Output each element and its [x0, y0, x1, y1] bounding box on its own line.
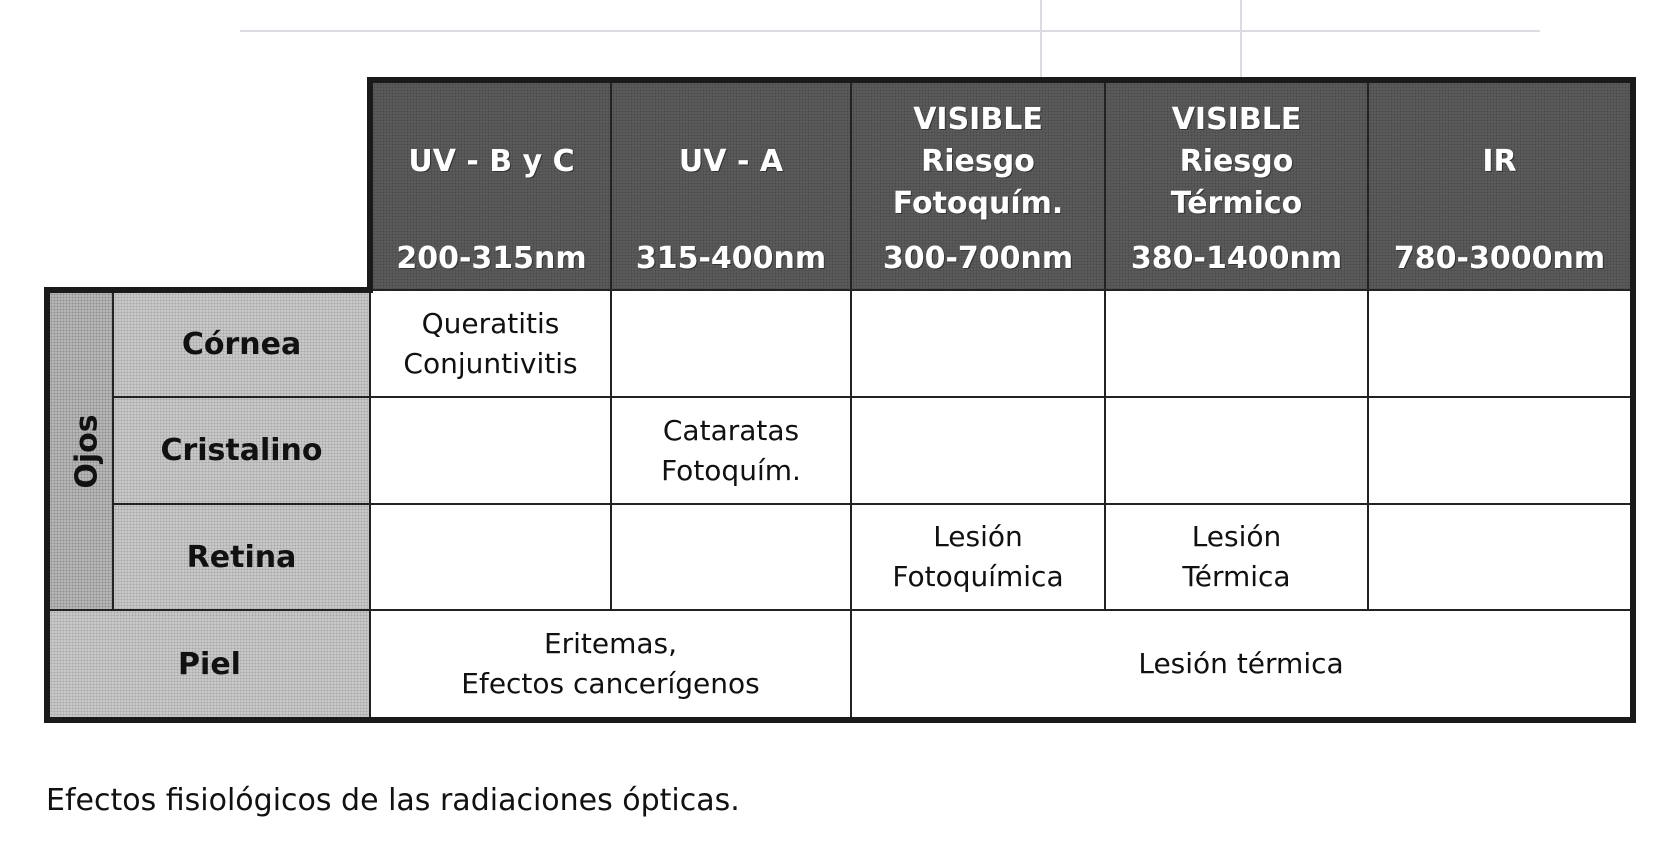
column-header-uv-a: UV - A 315-400nm: [611, 80, 851, 290]
cell-text-line: UV - A: [678, 144, 784, 179]
cell-text-line: Térmica: [1182, 560, 1291, 593]
cell-text-line: Cataratas: [662, 413, 800, 447]
table-cell: [851, 504, 1105, 610]
table-cell: [851, 290, 1105, 397]
column-header-visible-photochemical: VISIBLE Riesgo Fotoquím. 300-700nm: [851, 80, 1105, 290]
ghost-gridline: [240, 30, 1540, 32]
table-cell: [370, 504, 611, 610]
cell-text-line: Lesión: [1191, 520, 1282, 553]
piel-uv-effect: [370, 610, 851, 720]
table-cell: [611, 504, 851, 610]
cell-text-line: Riesgo: [921, 144, 1035, 179]
cell-text-line: Riesgo: [1179, 144, 1294, 179]
radiation-effects-table: [44, 77, 1636, 723]
group-label-eyes: Ojos: [47, 290, 113, 610]
cell-text-line: Térmico: [1170, 186, 1303, 221]
table-cell: [611, 397, 851, 504]
empty-corner: [47, 80, 370, 290]
column-header-visible-thermal: VISIBLE Riesgo Térmico 380-1400nm: [1105, 80, 1368, 290]
table-cell: [370, 397, 611, 504]
row-label-cornea: Córnea: [113, 290, 370, 397]
cell-text-line: Queratitis: [421, 306, 560, 340]
piel-visible-ir-effect: [851, 610, 1633, 720]
table-cell: [370, 290, 611, 397]
cell-text-line: Eritemas,: [543, 627, 678, 660]
table-cell: [1368, 504, 1633, 610]
table-cell: [1105, 397, 1368, 504]
figure-caption: Efectos fisiológicos de las radiaciones ópticas.: [46, 783, 740, 818]
row-label-piel: Piel: [47, 610, 370, 720]
cell-text-line: IR: [1482, 144, 1517, 179]
table-cell: [611, 290, 851, 397]
table-cell: [1368, 397, 1633, 504]
column-header-uv-bc: UV - B y C 200-315nm: [370, 80, 611, 290]
cell-text-line: Fotoquím.: [661, 453, 801, 487]
cell-text-line: Efectos cancerígenos: [461, 667, 760, 700]
cell-text-line: VISIBLE: [913, 102, 1043, 137]
cell-text-line: Lesión: [933, 520, 1023, 553]
table-cell: [1368, 290, 1633, 397]
table-cell: [851, 397, 1105, 504]
cell-text-line: Fotoquímica: [892, 560, 1064, 593]
cell-text-line: Lesión térmica: [1138, 647, 1344, 680]
row-label-retina: Retina: [113, 504, 370, 610]
cell-text-line: Fotoquím.: [892, 186, 1064, 221]
cell-text-line: UV - B y C: [408, 144, 575, 179]
cell-text-line: Conjuntivitis: [403, 346, 578, 380]
cell-text-line: VISIBLE: [1171, 102, 1302, 137]
table-cell: [1105, 290, 1368, 397]
row-label-cristalino: Cristalino: [113, 397, 370, 504]
table-cell: [1105, 504, 1368, 610]
column-header-ir: IR 780-3000nm: [1368, 80, 1633, 290]
